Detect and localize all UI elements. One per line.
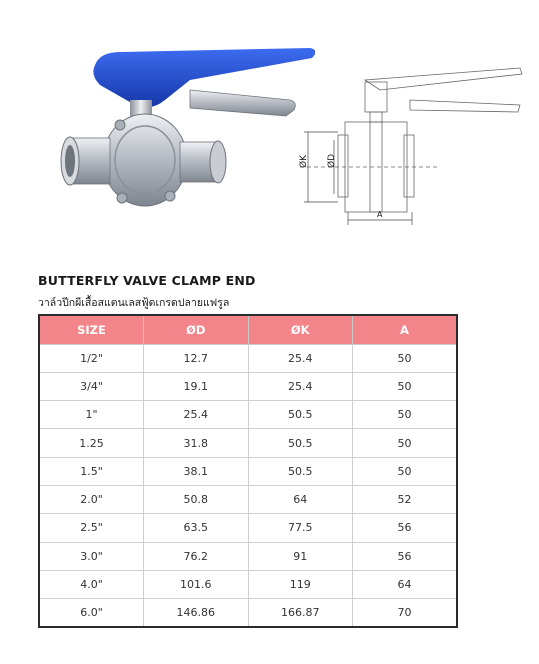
cell-a: 70: [353, 599, 458, 627]
table-row: [39, 485, 457, 513]
table-header-row: [39, 315, 457, 344]
table-row: [39, 344, 457, 372]
table-row: [39, 401, 457, 429]
cell-ok: 50.5: [248, 401, 353, 429]
cell-od: 25.4: [144, 401, 249, 429]
cell-a: 50: [353, 457, 458, 485]
dim-k-label: ØK: [299, 155, 309, 168]
cell-size: 1/2": [39, 344, 144, 372]
cell-ok: 50.5: [248, 429, 353, 457]
cell-a: 56: [353, 514, 458, 542]
header-size: SIZE: [39, 315, 144, 344]
cell-ok: 64: [248, 485, 353, 513]
cell-size: 2.5": [39, 514, 144, 542]
cell-size: 2.0": [39, 485, 144, 513]
cell-ok: 25.4: [248, 372, 353, 400]
dim-a-label: A: [377, 210, 383, 219]
cell-od: 31.8: [144, 429, 249, 457]
table-row: [39, 514, 457, 542]
cell-ok: 119: [248, 570, 353, 598]
header-a: A: [353, 315, 458, 344]
cell-size: 3.0": [39, 542, 144, 570]
cell-ok: 91: [248, 542, 353, 570]
table-row: [39, 599, 457, 627]
cell-od: 101.6: [144, 570, 249, 598]
cell-od: 146.86: [144, 599, 249, 627]
spec-table: [38, 314, 458, 628]
cell-a: 52: [353, 485, 458, 513]
header-od: ØD: [144, 315, 249, 344]
cell-a: 50: [353, 344, 458, 372]
cell-size: 6.0": [39, 599, 144, 627]
cell-size: 1.25: [39, 429, 144, 457]
cell-od: 50.8: [144, 485, 249, 513]
cell-ok: 77.5: [248, 514, 353, 542]
cell-a: 56: [353, 542, 458, 570]
cell-a: 50: [353, 372, 458, 400]
valve-technical-drawing: [290, 60, 535, 235]
cell-ok: 50.5: [248, 457, 353, 485]
cell-a: 50: [353, 429, 458, 457]
cell-od: 19.1: [144, 372, 249, 400]
product-subtitle: วาล์วปีกผีเสื้อสแตนเลสฟู้ดเกรดปลายแฟรูล: [38, 297, 230, 309]
cell-size: 3/4": [39, 372, 144, 400]
cell-size: 1.5": [39, 457, 144, 485]
table-row: [39, 570, 457, 598]
table-row: [39, 542, 457, 570]
table-row: [39, 372, 457, 400]
product-hero: [0, 0, 539, 250]
cell-od: 76.2: [144, 542, 249, 570]
cell-ok: 166.87: [248, 599, 353, 627]
product-title: BUTTERFLY VALVE CLAMP END: [38, 273, 256, 288]
valve-photo: [40, 30, 315, 240]
cell-od: 38.1: [144, 457, 249, 485]
cell-a: 64: [353, 570, 458, 598]
cell-a: 50: [353, 401, 458, 429]
table-row: [39, 429, 457, 457]
cell-size: 4.0": [39, 570, 144, 598]
cell-size: 1": [39, 401, 144, 429]
cell-od: 63.5: [144, 514, 249, 542]
table-row: [39, 457, 457, 485]
cell-od: 12.7: [144, 344, 249, 372]
dim-d-label: ØD: [327, 153, 337, 168]
header-ok: ØK: [248, 315, 353, 344]
cell-ok: 25.4: [248, 344, 353, 372]
